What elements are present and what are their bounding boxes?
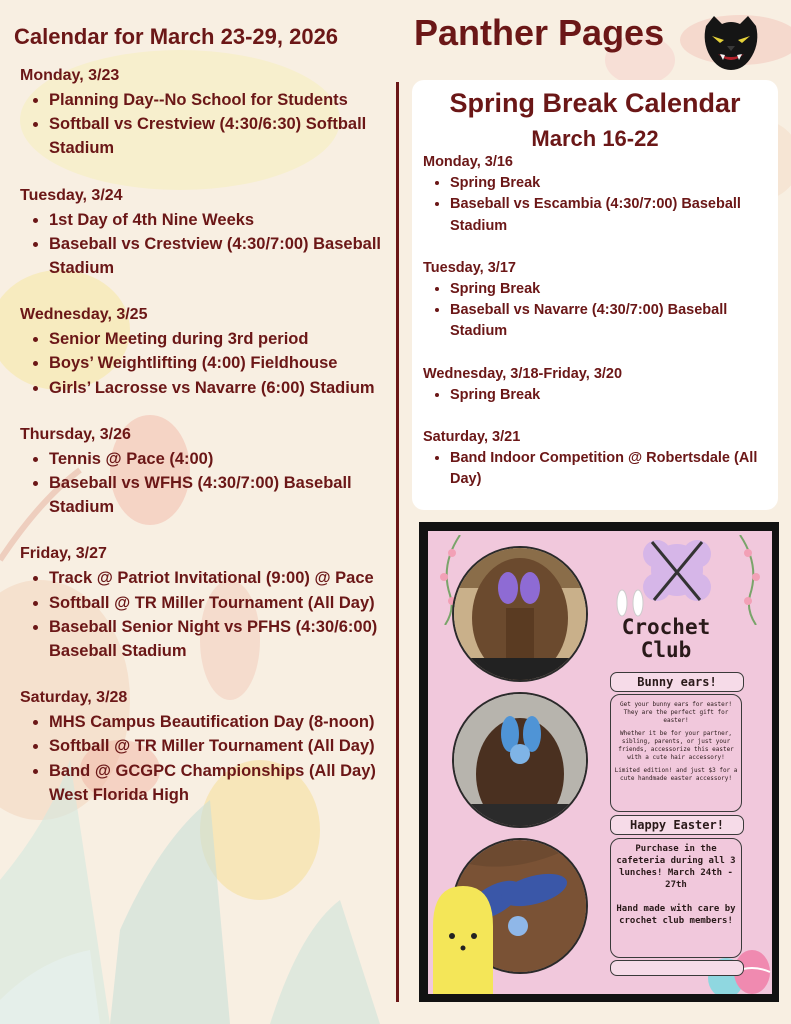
event-item: • 1st Day of 4th Nine Weeks [49,208,390,232]
bunny-text-1: Get your bunny ears for easter! They are the perfect gift for easter! [620,701,732,724]
day-heading: Tuesday, 3/24 [20,186,123,204]
club-title-line1: Crochet [621,615,711,639]
bunny-ears-photo-1 [452,546,588,682]
bunny-text-3: Limited edition! and just $3 for a cute handmade easter accessory! [614,767,738,782]
spring-day-saturday [423,427,768,491]
event-item: • Baseball vs Crestview (4:30/7:00) Baseball Stadium [49,232,390,280]
day-heading: Tuesday, 3/17 [423,259,516,276]
event-item: • Planning Day--No School for Students [49,88,390,112]
event-item: • Softball vs Crestview (4:30/6:30) Softball Stadium [49,112,390,160]
event-item: • MHS Campus Beautification Day (8-noon) [49,710,390,734]
event-item: • Track @ Patriot Invitational (9:00) @ Pace [49,566,390,590]
peep-chick-icon [428,876,498,994]
event-item: • Baseball Senior Night vs PFHS (4:30/6:00) Baseball Stadium [49,615,390,663]
spring-day-tuesday [423,258,768,343]
purchase-info [610,838,742,958]
day-friday [20,542,390,663]
purchase-text: Purchase in the cafeteria during all 3 lunches! March 24th - 27th [616,844,736,890]
day-tuesday [20,184,390,281]
newsletter-title: Panther Pages [414,12,665,53]
club-title-line2: Club [640,638,692,662]
event-item: • Softball @ TR Miller Tournament (All Day) [49,591,390,615]
day-heading: Wednesday, 3/25 [20,306,148,324]
bunny-ears-photo-2 [452,692,588,828]
spring-break-calendar [423,152,768,512]
day-heading: Monday, 3/23 [20,67,120,84]
event-item: • Band @ GCGPC Championships (All Day) West Florida High [49,759,390,807]
day-heading: Saturday, 3/21 [423,429,521,446]
bunny-ears-description [610,694,742,812]
day-heading: Monday, 3/16 [423,154,513,170]
crochet-club-title [606,616,726,662]
day-heading: Wednesday, 3/18-Friday, 3/20 [423,365,623,382]
made-text: Hand made with care by crochet club members! [616,904,736,926]
day-saturday [20,686,390,807]
event-item: • Tennis @ Pace (4:00) [49,447,390,471]
week-calendar [20,64,390,830]
event-item: • Spring Break [450,279,768,300]
event-item: • Baseball vs Navarre (4:30/7:00) Baseball Stadium [450,300,768,343]
event-item: • Band Indoor Competition @ Robertsdale (All Day) [450,448,768,491]
event-item: • Senior Meeting during 3rd period [49,327,390,351]
event-item: • Softball @ TR Miller Tournament (All Day) [49,734,390,758]
day-wednesday [20,303,390,400]
day-monday [20,64,390,161]
spring-day-wednesday-friday [423,364,768,406]
event-item: • Spring Break [450,385,768,406]
spring-day-monday [423,152,768,237]
happy-easter-label: Happy Easter! [610,815,744,835]
vine-decoration-icon [734,535,770,625]
bunny-ears-decoration-icon [610,588,650,618]
event-item: • Girls’ Lacrosse vs Navarre (6:00) Stadium [49,376,390,400]
event-item: • Spring Break [450,173,768,194]
bunny-text-2: Whether it be for your partner, sibling, parents, or just your friends, accessorize this easter with a cute hair accessory! [618,730,734,761]
panther-mascot-icon [700,12,762,72]
day-heading: Saturday, 3/28 [20,689,128,707]
spring-break-title: Spring Break Calendar [449,88,741,118]
event-item: • Baseball vs WFHS (4:30/7:00) Baseball Stadium [49,471,390,519]
event-item: • Boys’ Weightlifting (4:00) Fieldhouse [49,351,390,375]
day-thursday [20,423,390,520]
day-heading: Thursday, 3/26 [20,425,131,443]
day-heading: Friday, 3/27 [20,545,107,563]
bunny-ears-label: Bunny ears! [610,672,744,692]
event-item: • Baseball vs Escambia (4:30/7:00) Baseball Stadium [450,194,768,237]
poster-footer-bar [610,960,744,976]
week-calendar-title: Calendar for March 23-29, 2026 [14,24,339,49]
column-divider [396,82,399,1002]
spring-break-dates: March 16-22 [531,126,659,151]
